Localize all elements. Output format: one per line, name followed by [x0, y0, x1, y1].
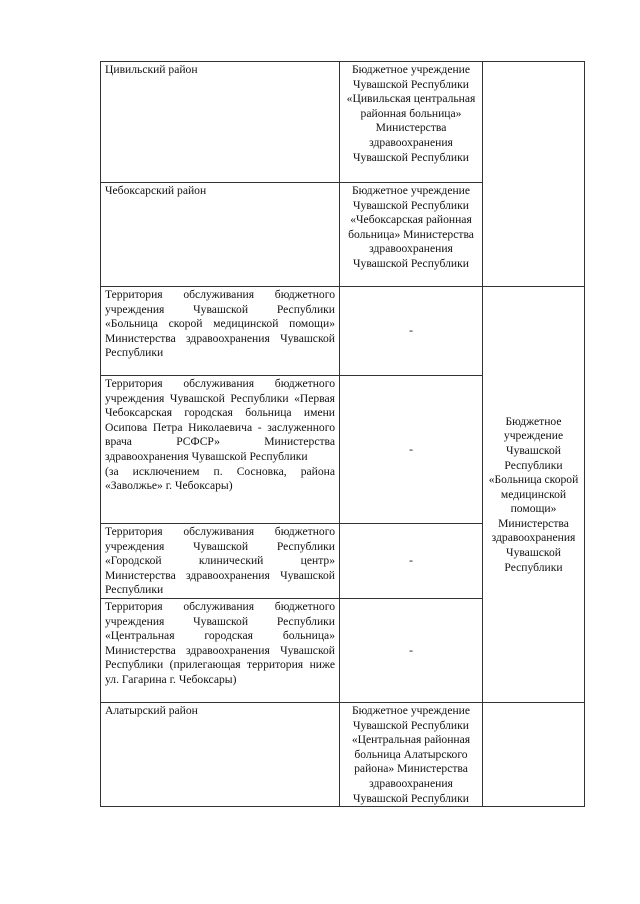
merged-institution-cell: Бюджетное учреждение Чувашской Республики «Больница скорой медицинской помощи» Министерства здравоохранения Чувашской Республики [483, 287, 585, 703]
third-column-empty-cell [483, 703, 585, 807]
institution-cell: - [340, 599, 483, 703]
institution-cell: Бюджетное учреждение Чувашской Республики «Чебоксарская районная больница» Министерства здравоохранения Чувашской Республики [340, 183, 483, 287]
third-column-empty-cell [483, 62, 585, 287]
table-row [101, 703, 585, 807]
territory-cell: Территория обслуживания бюджетного учреждения Чувашской Республики «Больница скорой медицинской помощи» Министерства здравоохранения Чувашской Республики [101, 287, 340, 376]
territory-cell: Чебоксарский район [101, 183, 340, 287]
territory-cell: Цивильский район [101, 62, 340, 183]
territory-text: Территория обслуживания бюджетного учреждения Чувашской Республики «Первая Чебоксарская городская больница имени Осипова Петра Николаевича - заслуженного врача РСФСР» Министерства здравоохранения Чувашской Республики [105, 377, 335, 463]
territory-cell: Алатырский район [101, 703, 340, 807]
assignment-table [100, 61, 585, 807]
territory-cell: Территория обслуживания бюджетного учреждения Чувашской Республики «Центральная городская больница» Министерства здравоохранения Чувашской Республики (прилегающая территория ниже ул. Гагарина г. Чебоксары) [101, 599, 340, 703]
territory-cell: Территория обслуживания бюджетного учреждения Чувашской Республики «Городской клинический центр» Министерства здравоохранения Чувашской Республики [101, 524, 340, 599]
table-row [101, 62, 585, 183]
table-row [101, 287, 585, 376]
territory-cell [101, 376, 340, 524]
institution-cell: Бюджетное учреждение Чувашской Республики «Центральная районная больница Алатырского района» Министерства здравоохранения Чувашской Республики [340, 703, 483, 807]
institution-cell: - [340, 287, 483, 376]
institution-cell: - [340, 524, 483, 599]
territory-note: (за исключением п. Сосновка, района «Заволжье» г. Чебоксары) [105, 464, 335, 493]
institution-cell: - [340, 376, 483, 524]
institution-cell: Бюджетное учреждение Чувашской Республики «Цивильская центральная районная больница» Министерства здравоохранения Чувашской Республики [340, 62, 483, 183]
